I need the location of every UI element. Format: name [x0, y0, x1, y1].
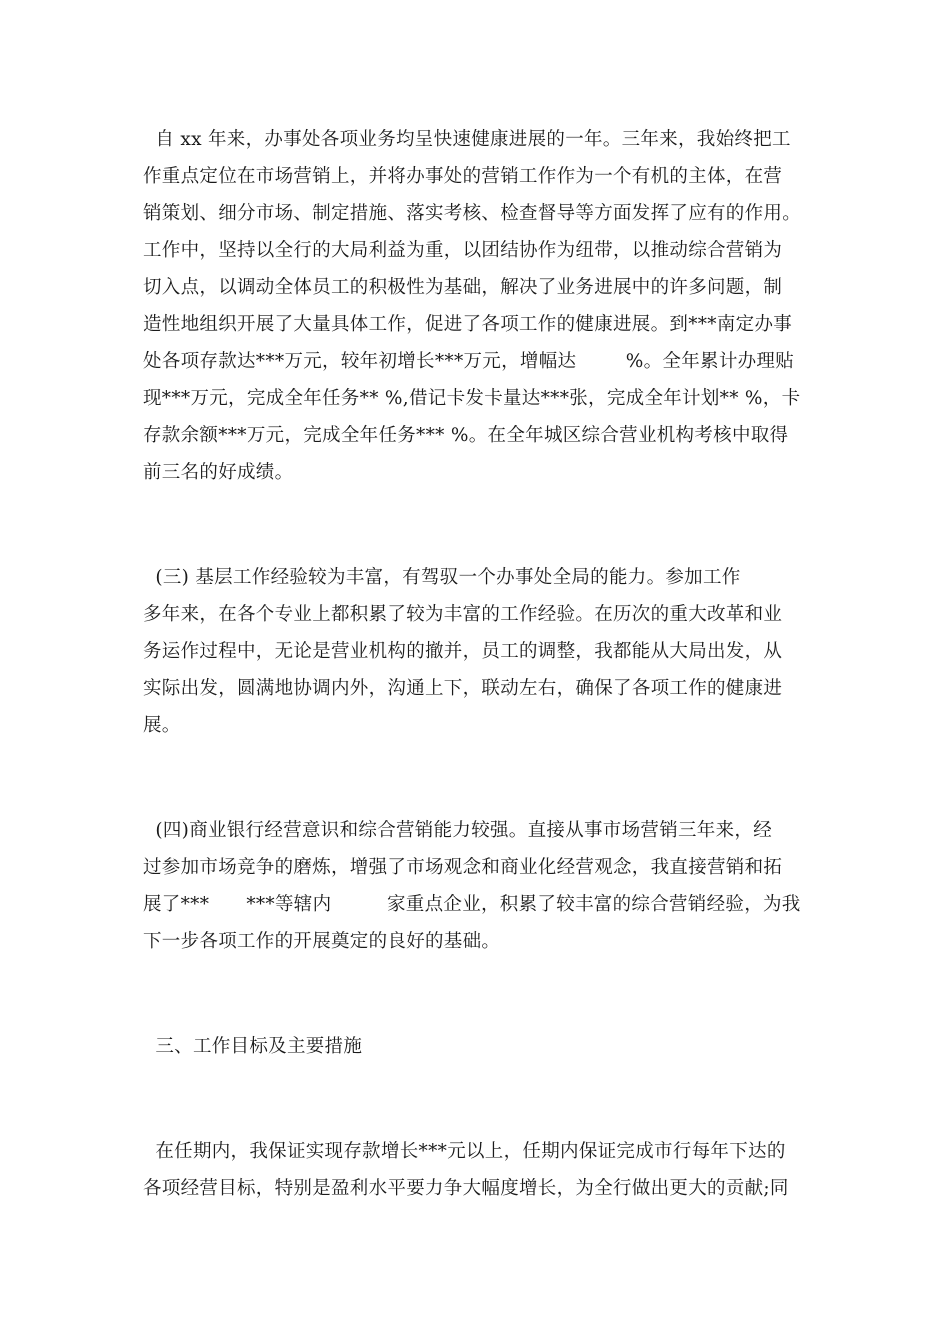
text-line: 在任期内，我保证实现存款增长***元以上，任期内保证完成市行每年下达的 [143, 1141, 786, 1162]
heading-line: 三、工作目标及主要措施 [143, 1036, 363, 1057]
text-line: 展。 [143, 715, 181, 736]
text-line: 造性地组织开展了大量具体工作，促进了各项工作的健康进展。到***南定办事 [143, 314, 793, 335]
text-line: 存款余额***万元，完成全年任务*** %。在全年城区综合营业机构考核中取得 [143, 425, 789, 446]
text-line: 作重点定位在市场营销上，并将办事处的营销工作作为一个有机的主体，在营 [143, 166, 783, 187]
text-line: 各项经营目标，特别是盈利水平要力争大幅度增长，为全行做出更大的贡献;同 [143, 1178, 789, 1199]
text-line: (四)商业银行经营意识和综合营销能力较强。直接从事市场营销三年来，经 [143, 820, 772, 841]
text-line: 实际出发，圆满地协调内外，沟通上下，联动左右，确保了各项工作的健康进 [143, 678, 783, 699]
text-line: 切入点，以调动全体员工的积极性为基础，解决了业务进展中的许多问题，制 [143, 277, 783, 298]
text-line: 自 xx 年来，办事处各项业务均呈快速健康进展的一年。三年来，我始终把工 [143, 129, 791, 150]
text-line: (三) 基层工作经验较为丰富，有驾驭一个办事处全局的能力。参加工作 [143, 567, 741, 588]
text-line: 销策划、细分市场、制定措施、落实考核、检查督导等方面发挥了应有的作用。 [143, 203, 802, 224]
text-line: 务运作过程中，无论是营业机构的撤并，员工的调整，我都能从大局出发，从 [143, 641, 783, 662]
text-line: 下一步各项工作的开展奠定的良好的基础。 [143, 931, 501, 952]
text-line: 现***万元，完成全年任务** %,借记卡发卡量达***张，完成全年计划** %，卡 [143, 388, 801, 409]
text-line: 前三名的好成绩。 [143, 462, 294, 483]
text-line: 过参加市场竞争的磨炼，增强了市场观念和商业化经营观念，我直接营销和拓 [143, 857, 783, 878]
text-line: 处各项存款达***万元，较年初增长***万元，增幅达 %。全年累计办理贴 [143, 351, 795, 372]
text-line: 多年来，在各个专业上都积累了较为丰富的工作经验。在历次的重大改革和业 [143, 604, 783, 625]
text-line: 工作中，坚持以全行的大局利益为重，以团结协作为纽带，以推动综合营销为 [143, 240, 783, 261]
text-line: 展了*** ***等辖内 家重点企业，积累了较丰富的综合营销经验，为我 [143, 894, 801, 915]
